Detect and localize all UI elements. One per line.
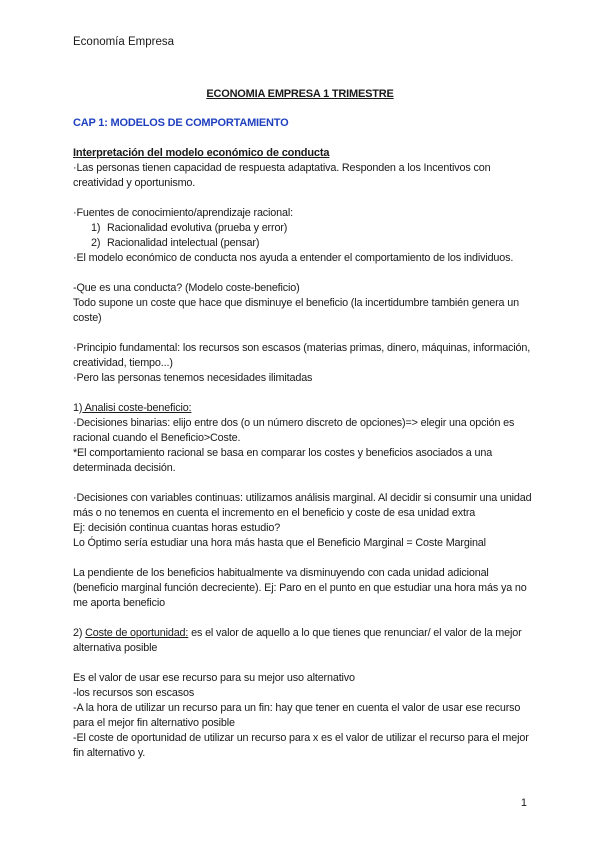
- paragraph-rational-behaviour: *El comportamiento racional se basa en comparar los costes y beneficios asociados a una determinada decisión.: [73, 447, 493, 474]
- paragraph-slope: La pendiente de los beneficios habitualmente va disminuyendo con cada unidad adicional (beneficio marginal función decreciente). Ej: Paro en el punto en que estudiar una hora más ya no me aporta beneficio: [73, 567, 527, 609]
- chapter-heading: CAP 1: MODELOS DE COMPORTAMIENTO: [73, 117, 289, 129]
- document-body: [73, 146, 535, 761]
- paragraph-cost: Todo supone un coste que hace que disminuye el beneficio (la incertidumbre también genera un coste): [73, 297, 519, 324]
- subsection-opportunity-cost: 2) Coste de oportunidad: es el valor de aquello a lo que tienes que renunciar/ el valor de la mejor alternativa posible: [73, 627, 522, 654]
- paragraph-incentives: ·Las personas tienen capacidad de respuesta adaptativa. Responden a los Incentivos con creatividad y oportunismo.: [73, 162, 491, 189]
- paragraph-resource-use: -A la hora de utilizar un recurso para un fin: hay que tener en cuenta el valor de usar ese recurso para el mejor fin alternativo posible: [73, 702, 521, 729]
- rationality-list: [73, 221, 535, 251]
- paragraph-conduct-question: -Que es una conducta? (Modelo coste-beneficio): [73, 282, 300, 294]
- paragraph-opportunity-definition: -El coste de oportunidad de utilizar un recurso para x es el valor de utilizar el recurso para el mejor fin alternativo y.: [73, 732, 529, 759]
- paragraph-scarce-resources: -los recursos son escasos: [73, 687, 195, 699]
- section-heading: Interpretación del modelo económico de conducta: [73, 147, 330, 159]
- paragraph-binary-decisions: ·Decisiones binarias: elijo entre dos (o un número discreto de opciones)=> elegir una opción es racional cuando el Beneficio>Coste.: [73, 417, 515, 444]
- paragraph-principle: ·Principio fundamental: los recursos son escasos (materias primas, dinero, máquinas, información, creatividad, tiempo...): [73, 342, 531, 369]
- subsection-cost-benefit: 1) Analisi coste-beneficio:: [73, 402, 192, 414]
- page-header: Economía Empresa: [73, 36, 174, 48]
- paragraph-continuous-decisions: ·Decisiones con variables continuas: utilizamos análisis marginal. Al decidir si consumir una unidad más o no tenemos en cuenta el incremento en el beneficio y coste de esa unidad extra: [73, 492, 532, 519]
- paragraph-optimum: Lo Óptimo sería estudiar una hora más hasta que el Beneficio Marginal = Coste Marginal: [73, 537, 486, 549]
- document-title: ECONOMIA EMPRESA 1 TRIMESTRE: [206, 88, 394, 100]
- paragraph-best-use: Es el valor de usar ese recurso para su mejor uso alternativo: [73, 672, 355, 684]
- list-item: 2) Racionalidad intelectual (pensar): [91, 237, 260, 249]
- page-number: 1: [520, 797, 527, 809]
- list-item: 1) Racionalidad evolutiva (prueba y error): [91, 222, 288, 234]
- paragraph-sources: ·Fuentes de conocimiento/aprendizaje racional:: [73, 207, 293, 219]
- paragraph-model: ·El modelo económico de conducta nos ayuda a entender el comportamiento de los individuos.: [73, 252, 514, 264]
- paragraph-needs: ·Pero las personas tenemos necesidades ilimitadas: [73, 372, 313, 384]
- paragraph-example: Ej: decisión continua cuantas horas estudio?: [73, 522, 281, 534]
